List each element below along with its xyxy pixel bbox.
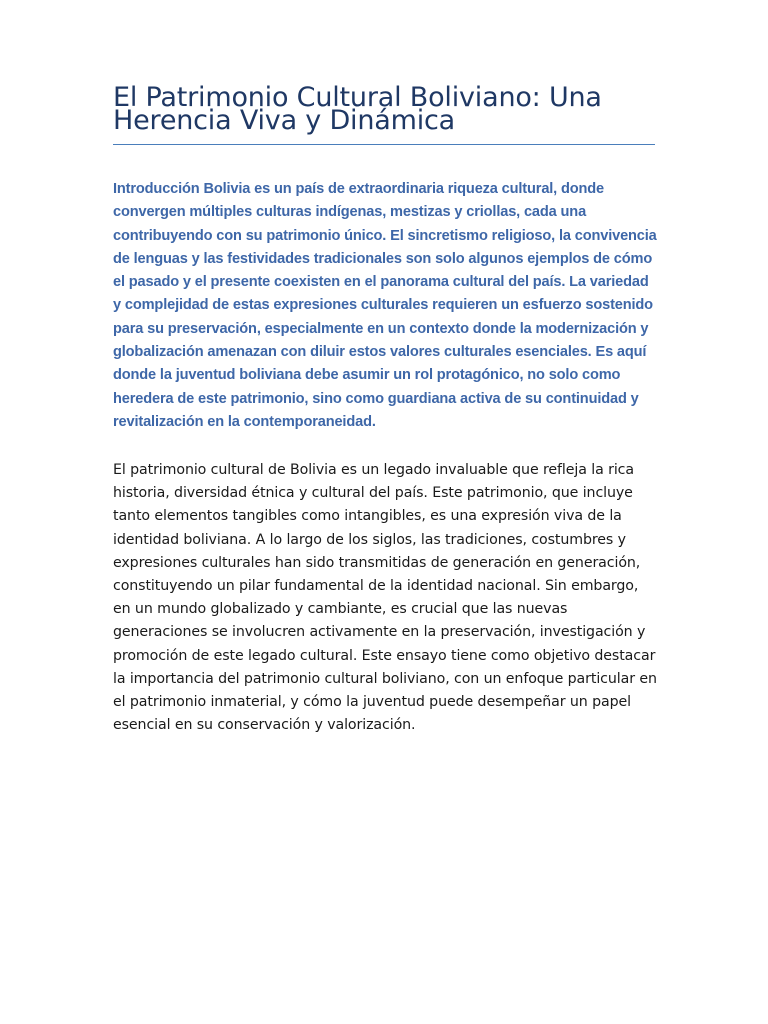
title-underline-divider — [113, 144, 655, 145]
document-title: El Patrimonio Cultural Boliviano: Una Herencia Viva y Dinámica — [113, 82, 602, 136]
intro-paragraph: Introducción Bolivia es un país de extraordinaria riqueza cultural, donde convergen múltiples culturas indígenas, mestizas y criollas, cada una contribuyendo con su patrimonio único. El sincretismo religioso, la convivencia de lenguas y las festividades tradicionales son solo algunos ejemplos de cómo el pasado y el presente coexisten en el panorama cultural del país. La variedad y complejidad de estas expresiones culturales requieren un esfuerzo sostenido para su preservación, especialmente en un contexto donde la modernización y globalización amenazan con diluir estos valores culturales esenciales. Es aquí donde la juventud boliviana debe asumir un rol protagónico, no solo como heredera de este patrimonio, sino como guardiana activa de su continuidad y revitalización en la contemporaneidad. — [113, 181, 657, 430]
body-paragraph: El patrimonio cultural de Bolivia es un legado invaluable que refleja la rica historia, diversidad étnica y cultural del país. Este patrimonio, que incluye tanto elementos tangibles como intangibles, es una expresión viva de la identidad boliviana. A lo largo de los siglos, las tradiciones, costumbres y expresiones culturales han sido transmitidas de generación en generación, constituyendo un pilar fundamental de la identidad nacional. Sin embargo, en un mundo globalizado y cambiante, es crucial que las nuevas generaciones se involucren activamente en la preservación, investigación y promoción de este legado cultural. Este ensayo tiene como objetivo destacar la importancia del patrimonio cultural boliviano, con un enfoque particular en el patrimonio inmaterial, y cómo la juventud puede desempeñar un papel esencial en su conservación y valorización. — [113, 462, 657, 734]
